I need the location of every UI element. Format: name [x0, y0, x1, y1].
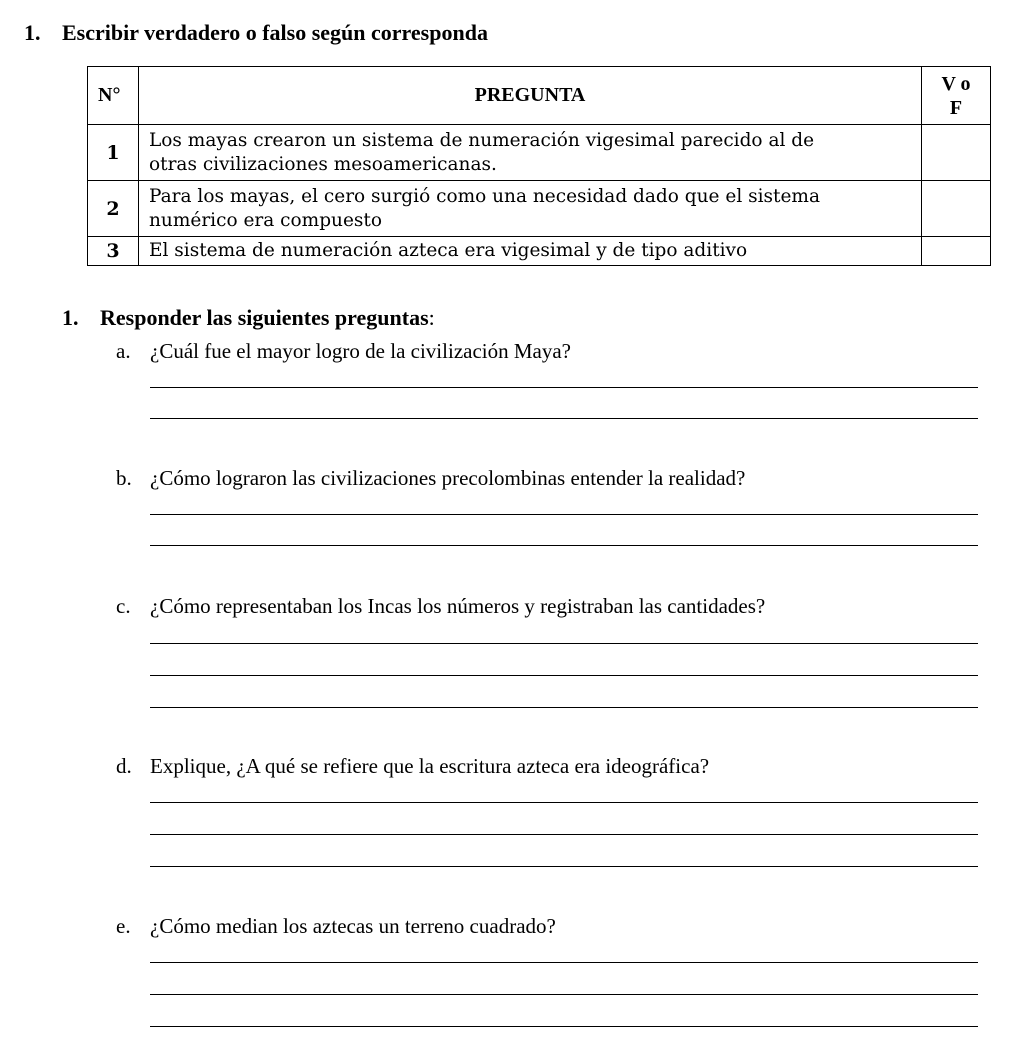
question-letter: b. [116, 466, 132, 490]
question-b [116, 465, 745, 491]
statement-line: Para los mayas, el cero surgió como una necesidad dado que el sistema [149, 185, 820, 207]
section-1-number: 1. [24, 20, 41, 45]
row-number: 2 [88, 181, 139, 237]
question-text: ¿Cuál fue el mayor logro de la civilización Maya? [150, 339, 571, 363]
true-false-table [87, 66, 991, 266]
question-text: ¿Cómo representaban los Incas los números y registraban las cantidades? [150, 594, 766, 618]
answer-cell-3[interactable] [922, 237, 991, 266]
answer-line[interactable] [150, 994, 978, 995]
answer-line[interactable] [150, 707, 978, 708]
header-true-false-line2: F [949, 96, 963, 119]
table-row [88, 237, 991, 266]
section-2-title: Responder las siguientes preguntas [100, 305, 429, 330]
table-row [88, 181, 991, 237]
header-question: PREGUNTA [139, 67, 922, 125]
answer-line[interactable] [150, 418, 978, 419]
section-2-heading [62, 305, 435, 331]
row-statement [139, 125, 922, 181]
question-letter: a. [116, 339, 131, 363]
question-letter: c. [116, 594, 131, 618]
answer-line[interactable] [150, 514, 978, 515]
header-true-false-line1: V o [941, 72, 971, 95]
answer-line[interactable] [150, 962, 978, 963]
section-1-heading [24, 20, 488, 46]
answer-line[interactable] [150, 545, 978, 546]
question-letter: d. [116, 754, 132, 778]
statement-line: numérico era compuesto [149, 209, 382, 231]
question-e [116, 913, 556, 939]
answer-line[interactable] [150, 834, 978, 835]
answer-line[interactable] [150, 802, 978, 803]
answer-line[interactable] [150, 675, 978, 676]
table-header-row [88, 67, 991, 125]
question-text: ¿Cómo lograron las civilizaciones precolombinas entender la realidad? [150, 466, 746, 490]
row-statement [139, 181, 922, 237]
table-row [88, 125, 991, 181]
answer-line[interactable] [150, 643, 978, 644]
question-text: ¿Cómo median los aztecas un terreno cuadrado? [150, 914, 556, 938]
question-d [116, 753, 709, 779]
answer-line[interactable] [150, 387, 978, 388]
question-letter: e. [116, 914, 131, 938]
answer-line[interactable] [150, 866, 978, 867]
section-1-title: Escribir verdadero o falso según corresponda [62, 20, 488, 45]
header-number: N° [88, 67, 139, 125]
row-number: 1 [88, 125, 139, 181]
statement-line: otras civilizaciones mesoamericanas. [149, 153, 497, 175]
question-a [116, 338, 571, 364]
question-c [116, 593, 765, 619]
header-true-false [922, 67, 991, 125]
answer-cell-1[interactable] [922, 125, 991, 181]
section-2-number: 1. [62, 305, 79, 330]
answer-line[interactable] [150, 1026, 978, 1027]
row-statement [139, 237, 922, 266]
question-text: Explique, ¿A qué se refiere que la escritura azteca era ideográfica? [150, 754, 710, 778]
statement-line: El sistema de numeración azteca era vigesimal y de tipo aditivo [149, 240, 748, 261]
answer-cell-2[interactable] [922, 181, 991, 237]
section-2-colon: : [428, 305, 435, 330]
statement-line: Los mayas crearon un sistema de numeración vigesimal parecido al de [149, 129, 815, 151]
row-number: 3 [88, 237, 139, 266]
